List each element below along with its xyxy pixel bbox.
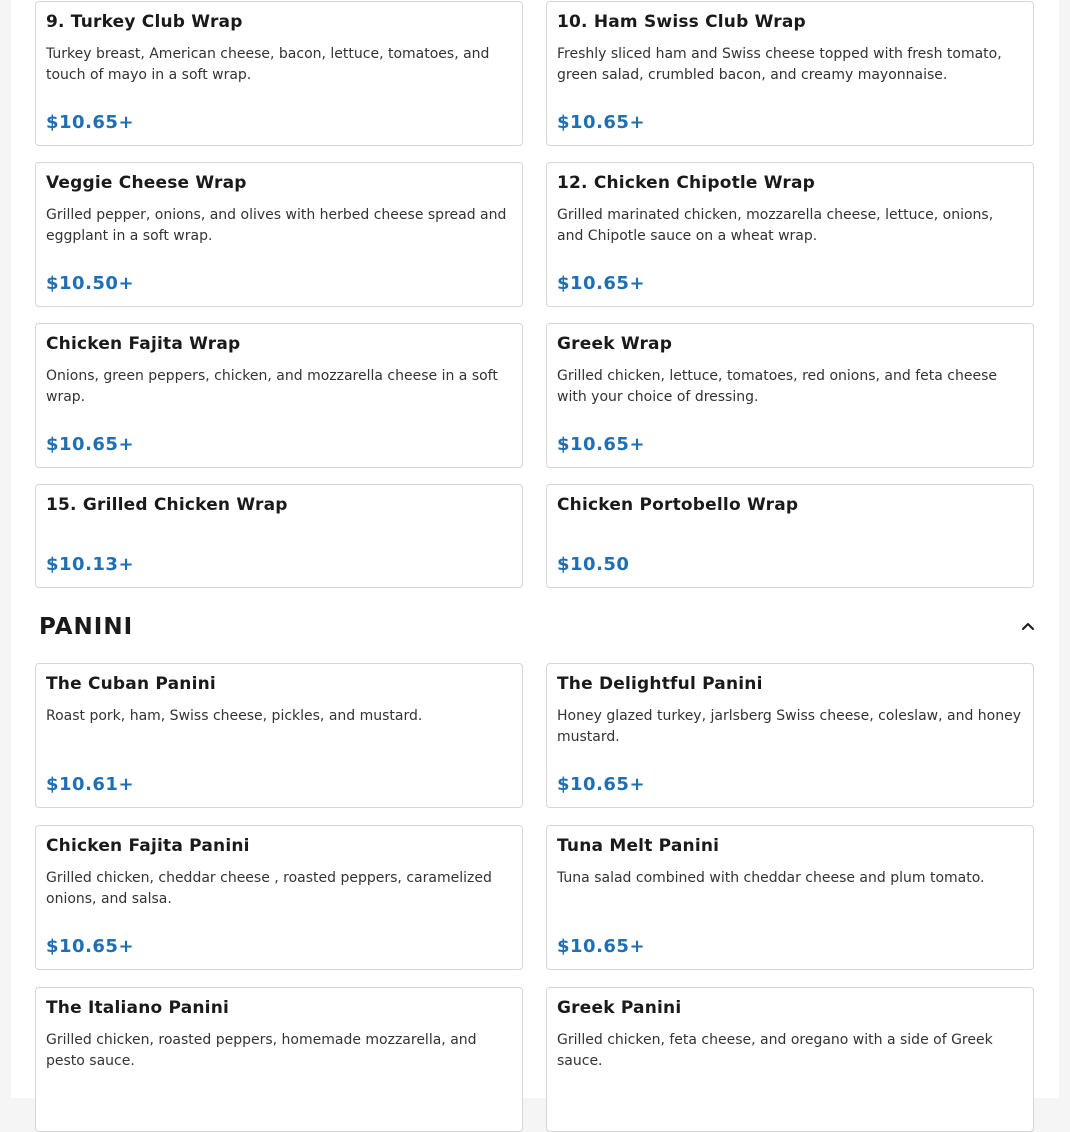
item-description: Grilled chicken, cheddar cheese , roasted peppers, caramelized onions, and salsa. [46, 870, 492, 907]
item-title: 10. Ham Swiss Club Wrap [557, 12, 806, 32]
item-description: Grilled chicken, roasted peppers, homemade mozzarella, and pesto sauce. [46, 1032, 477, 1069]
menu-item-card[interactable] [546, 663, 1034, 808]
item-title: Tuna Melt Panini [557, 836, 720, 856]
item-price: $10.65+ [557, 112, 646, 133]
menu-item-card[interactable] [35, 323, 523, 468]
item-title: Greek Panini [557, 998, 682, 1018]
item-title: The Cuban Panini [46, 674, 216, 694]
chevron-up-icon[interactable] [1020, 618, 1036, 634]
item-title: 15. Grilled Chicken Wrap [46, 495, 288, 515]
item-title: Chicken Fajita Panini [46, 836, 250, 856]
item-title: Veggie Cheese Wrap [46, 173, 247, 193]
item-price: $10.65+ [46, 434, 135, 455]
item-price: $10.50+ [46, 273, 135, 294]
item-description: Honey glazed turkey, jarlsberg Swiss cheese, coleslaw, and honey mustard. [557, 708, 1021, 745]
panini-section-header[interactable] [39, 612, 1036, 646]
item-description: Tuna salad combined with cheddar cheese and plum tomato. [557, 870, 985, 886]
menu-item-card[interactable] [35, 1, 523, 146]
item-description: Turkey breast, American cheese, bacon, lettuce, tomatoes, and touch of mayo in a soft wrap. [46, 46, 490, 83]
item-description: Grilled chicken, feta cheese, and oregano with a side of Greek sauce. [557, 1032, 993, 1069]
section-title: PANINI [39, 614, 134, 640]
menu-item-card[interactable] [546, 825, 1034, 970]
item-title: The Italiano Panini [46, 998, 230, 1018]
item-description: Grilled marinated chicken, mozzarella cheese, lettuce, onions, and Chipotle sauce on a wheat wrap. [557, 207, 994, 244]
item-price: $10.65+ [557, 774, 646, 795]
menu-item-card[interactable] [35, 663, 523, 808]
item-price: $10.13+ [46, 554, 135, 575]
menu-item-card[interactable] [35, 825, 523, 970]
item-title: The Delightful Panini [557, 674, 763, 694]
menu-item-card[interactable] [35, 987, 523, 1132]
menu-item-card[interactable] [546, 484, 1034, 588]
menu-item-card[interactable] [546, 1, 1034, 146]
item-price: $10.61+ [46, 774, 135, 795]
item-price: $10.65+ [557, 936, 646, 957]
menu-item-card[interactable] [546, 162, 1034, 307]
menu-item-card[interactable] [35, 484, 523, 588]
item-title: Greek Wrap [557, 334, 673, 354]
item-price: $10.50 [557, 554, 630, 575]
item-price: $10.65+ [557, 273, 646, 294]
menu-page [11, 0, 1059, 1098]
item-price: $10.65+ [46, 936, 135, 957]
item-title: Chicken Portobello Wrap [557, 495, 799, 515]
item-description: Grilled pepper, onions, and olives with herbed cheese spread and eggplant in a soft wrap. [46, 207, 507, 244]
item-price: $10.65+ [557, 434, 646, 455]
item-description: Onions, green peppers, chicken, and mozzarella cheese in a soft wrap. [46, 368, 498, 405]
item-price: $10.65+ [46, 112, 135, 133]
panini-grid [35, 663, 1034, 1132]
wraps-grid [35, 1, 1034, 588]
item-title: 12. Chicken Chipotle Wrap [557, 173, 816, 193]
item-description: Grilled chicken, lettuce, tomatoes, red onions, and feta cheese with your choice of dressing. [557, 368, 997, 405]
item-title: 9. Turkey Club Wrap [46, 12, 243, 32]
menu-item-card[interactable] [35, 162, 523, 307]
item-description: Freshly sliced ham and Swiss cheese topped with fresh tomato, green salad, crumbled bacon, and creamy mayonnaise. [557, 46, 1002, 83]
menu-item-card[interactable] [546, 323, 1034, 468]
menu-item-card[interactable] [546, 987, 1034, 1132]
item-description: Roast pork, ham, Swiss cheese, pickles, and mustard. [46, 708, 423, 724]
item-title: Chicken Fajita Wrap [46, 334, 241, 354]
